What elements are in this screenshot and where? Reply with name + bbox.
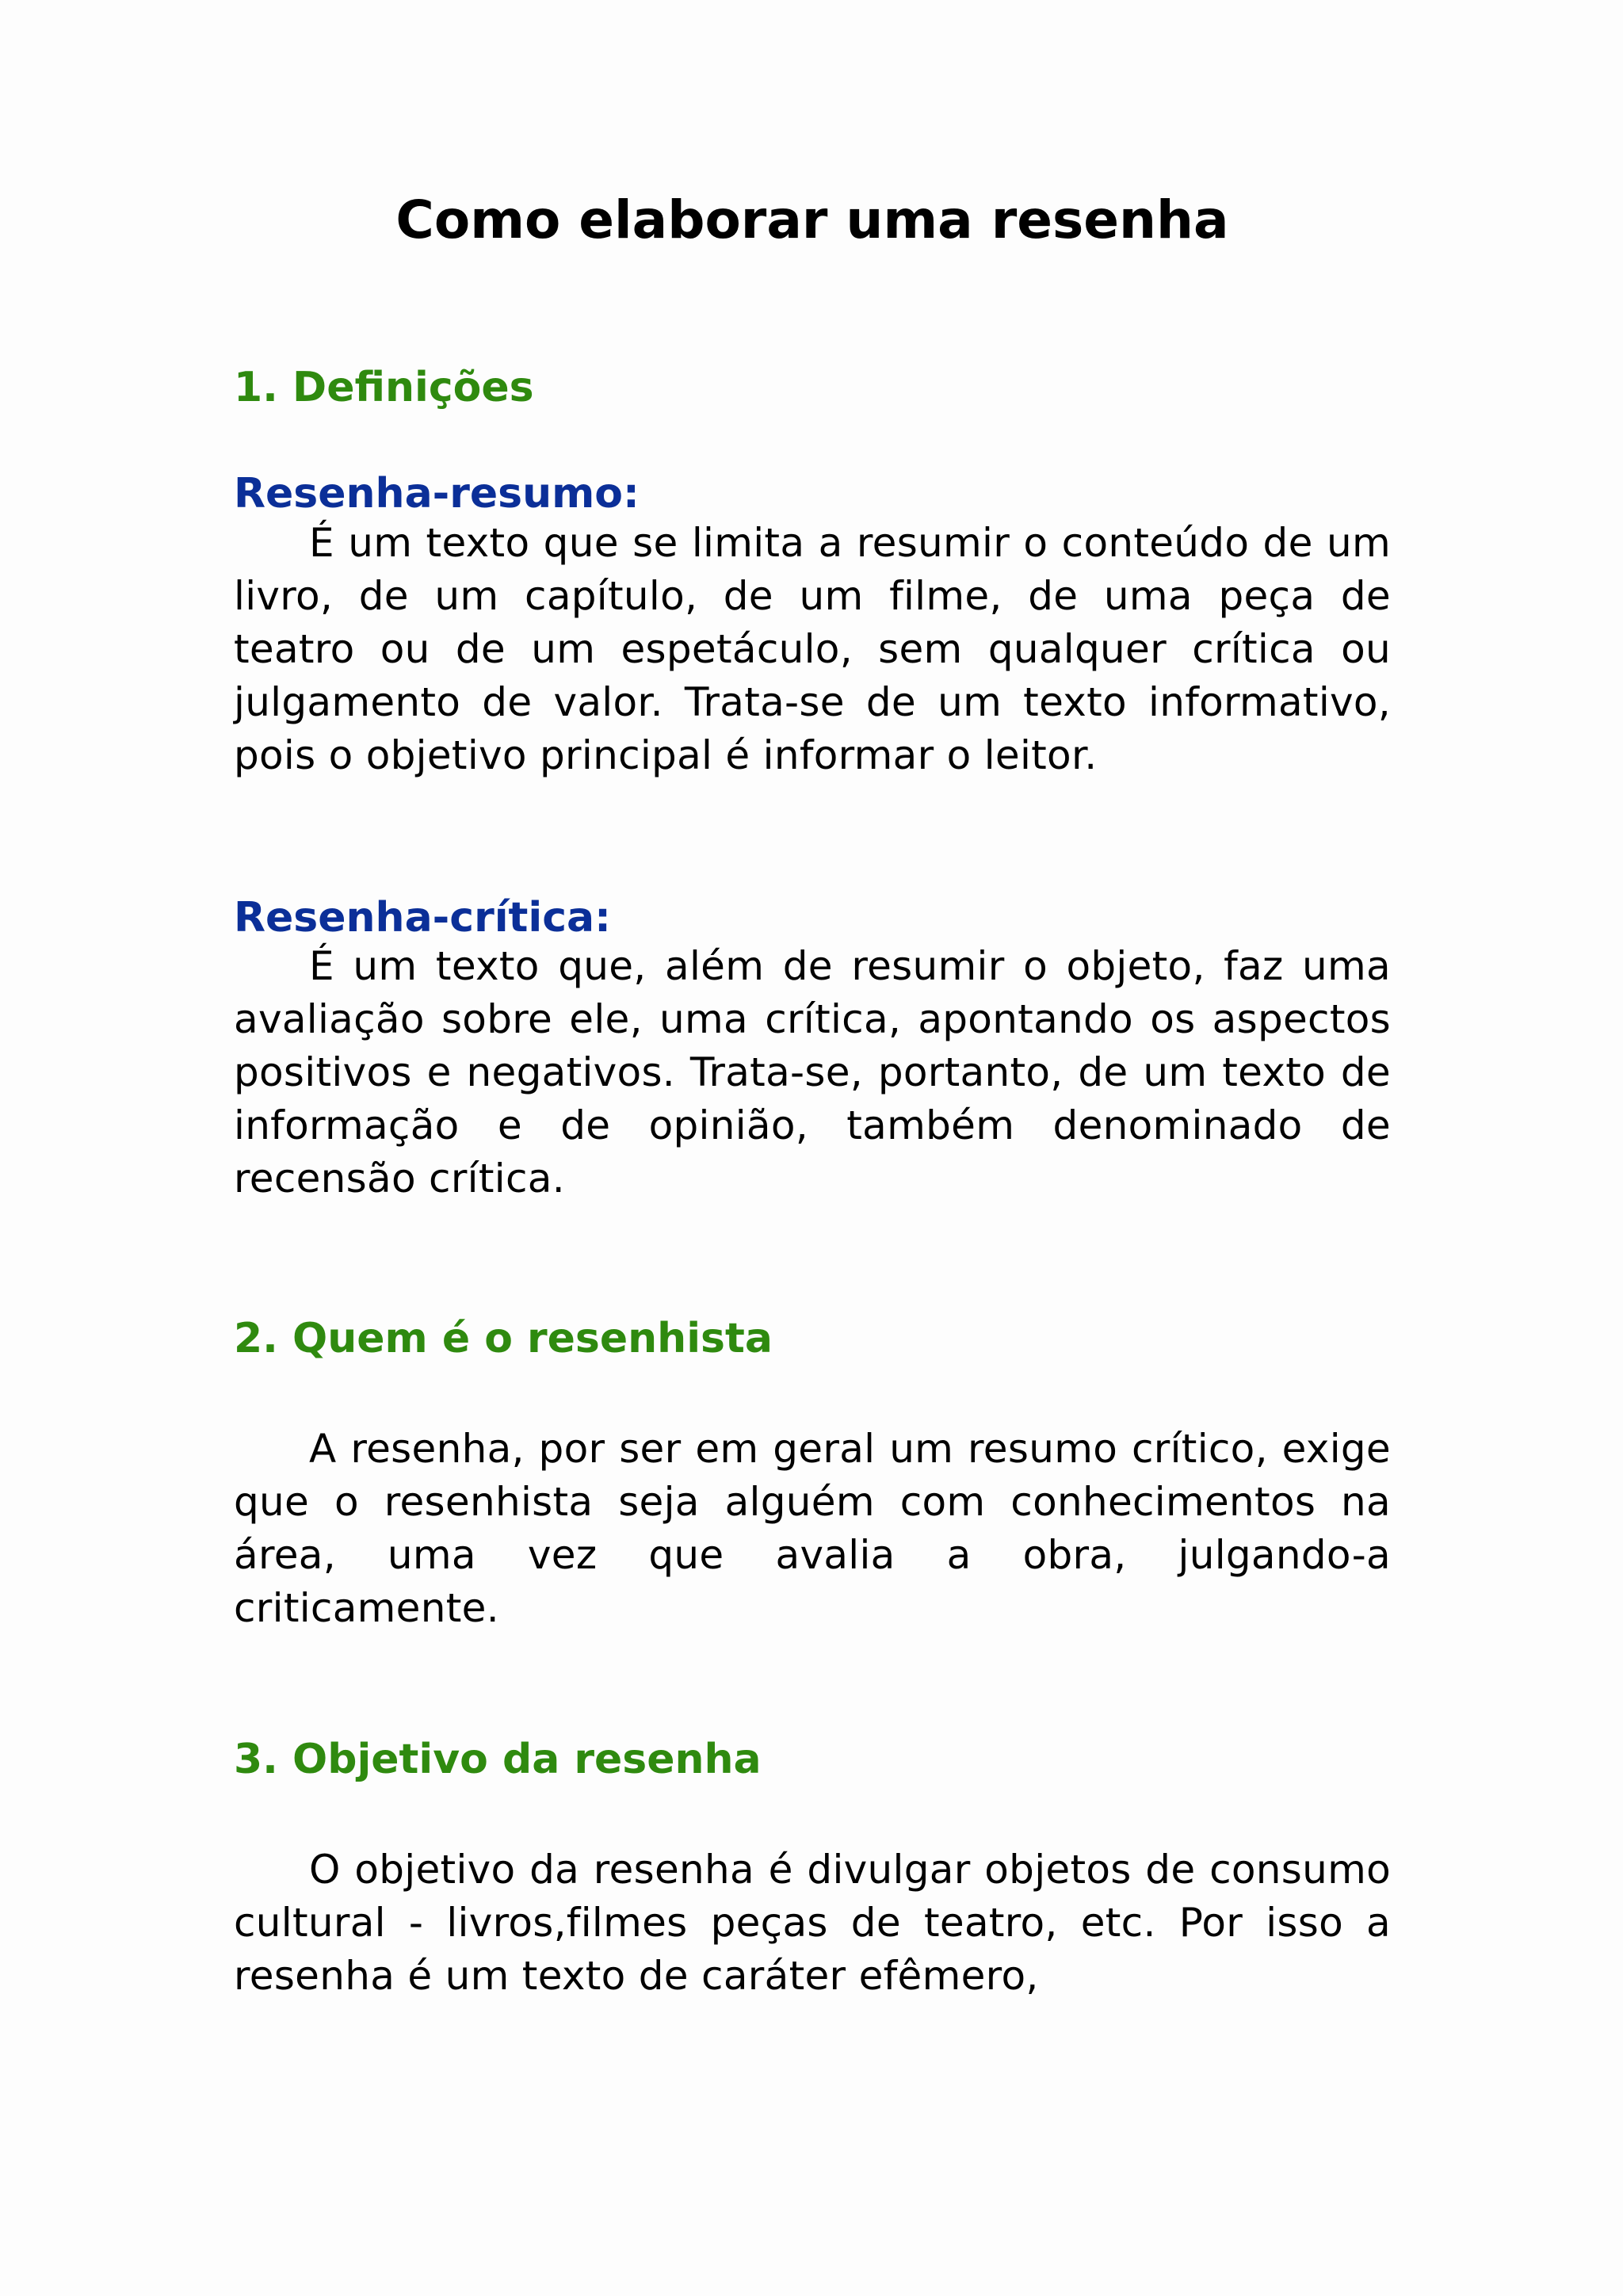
section-heading-definicoes: 1. Definições <box>234 364 534 411</box>
paragraph-resenha-resumo: É um texto que se limita a resumir o conteúdo de um livro, de um capítulo, de um filme, de uma peça de teatro ou de um espetáculo, sem qualquer crítica ou julgamento de valor. Trata-se de um texto informativo, pois o objetivo principal é informar o leitor. <box>234 520 1391 778</box>
section-heading-objetivo-da-resenha: 3. Objetivo da resenha <box>234 1736 762 1783</box>
section-heading-quem-e-o-resenhista: 2. Quem é o resenhista <box>234 1315 773 1362</box>
paragraph-resenha-critica: É um texto que, além de resumir o objeto, faz uma avaliação sobre ele, uma crítica, apontando os aspectos positivos e negativos. Trata-se, portanto, de um texto de informação e de opinião, também denominado de recensão crítica. <box>234 943 1391 1201</box>
paragraph-quem-e-o-resenhista: A resenha, por ser em geral um resumo crítico, exige que o resenhista seja alguém com conhecimentos na área, uma vez que avalia a obra, julgando-a criticamente. <box>234 1426 1391 1631</box>
subheading-resenha-critica: Resenha-crítica: <box>234 894 611 942</box>
document-title: Como elaborar uma resenha <box>395 189 1229 250</box>
paragraph-objetivo-da-resenha: O objetivo da resenha é divulgar objetos de consumo cultural - livros,filmes peças de teatro, etc. Por isso a resenha é um texto de caráter efêmero, <box>234 1847 1391 1999</box>
subheading-resenha-resumo: Resenha-resumo: <box>234 470 640 518</box>
